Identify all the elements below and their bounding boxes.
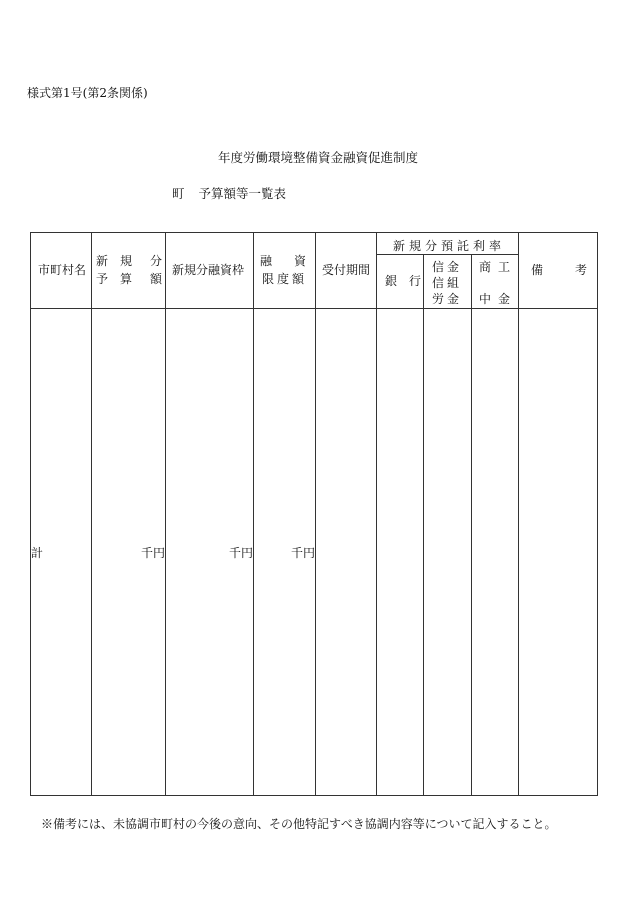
footnote: ※備考には、未協調市町村の今後の意向、その他特記すべき協調内容等について記入すること。	[41, 817, 557, 831]
document-title: 年度労働環境整備資金融資促進制度	[218, 150, 419, 165]
header-shoko-line: 商工	[479, 260, 518, 274]
header-shoko-chukin	[472, 255, 519, 309]
header-bank	[377, 255, 424, 309]
header-new-loan-frame-label: 新規分融資枠	[172, 263, 245, 277]
header-new-budget-char: 規	[120, 254, 133, 268]
loan-limit-cell	[254, 309, 316, 796]
header-reception-period	[316, 233, 377, 309]
reception-period-cell	[316, 309, 377, 796]
header-new-budget-char: 予	[96, 272, 109, 286]
unit-label: 千円	[290, 545, 315, 560]
new-budget-cell	[92, 309, 166, 796]
header-remarks-char: 考	[575, 263, 588, 277]
header-municipality-label: 市町村名	[38, 263, 87, 277]
header-new-budget	[92, 233, 166, 309]
header-municipality	[31, 233, 92, 309]
header-shinkin-line: 信金	[432, 260, 463, 274]
unit-label: 千円	[228, 545, 253, 560]
header-loan-limit-char: 資	[294, 254, 307, 268]
header-new-budget-char: 算	[120, 272, 133, 286]
header-loan-limit	[254, 233, 316, 309]
header-loan-limit-line2: 限度額	[262, 272, 308, 286]
header-new-budget-char: 新	[96, 254, 109, 268]
remarks-cell	[519, 309, 598, 796]
header-shoko-line: 中金	[479, 292, 518, 306]
subtitle-town: 町	[172, 186, 185, 201]
header-loan-limit-char: 融	[260, 254, 273, 268]
unit-label: 千円	[140, 545, 165, 560]
document-subtitle	[172, 184, 286, 202]
shoko-rate-cell	[472, 309, 519, 796]
header-new-loan-frame	[166, 233, 254, 309]
header-reception-period-label: 受付期間	[322, 263, 371, 277]
new-loan-frame-cell	[166, 309, 254, 796]
header-deposit-rate-label: 新規分預託利率	[393, 239, 506, 253]
subtitle-text: 予算額等一覧表	[198, 186, 287, 201]
budget-table	[30, 232, 598, 796]
header-deposit-rate-group	[377, 233, 519, 255]
bank-rate-cell	[377, 309, 424, 796]
header-shinkin-line: 労金	[432, 292, 463, 306]
header-remarks	[519, 233, 598, 309]
header-remarks-char: 備	[531, 263, 544, 277]
header-new-budget-char: 額	[150, 272, 163, 286]
shinkin-rate-cell	[424, 309, 472, 796]
form-number: 様式第1号(第2条関係)	[27, 86, 148, 100]
total-label: 計	[31, 545, 44, 560]
header-bank-label: 銀 行	[385, 274, 422, 288]
header-shinkin	[424, 255, 472, 309]
header-new-budget-char: 分	[150, 254, 163, 268]
total-cell	[31, 309, 92, 796]
header-shinkin-line: 信組	[432, 276, 463, 290]
